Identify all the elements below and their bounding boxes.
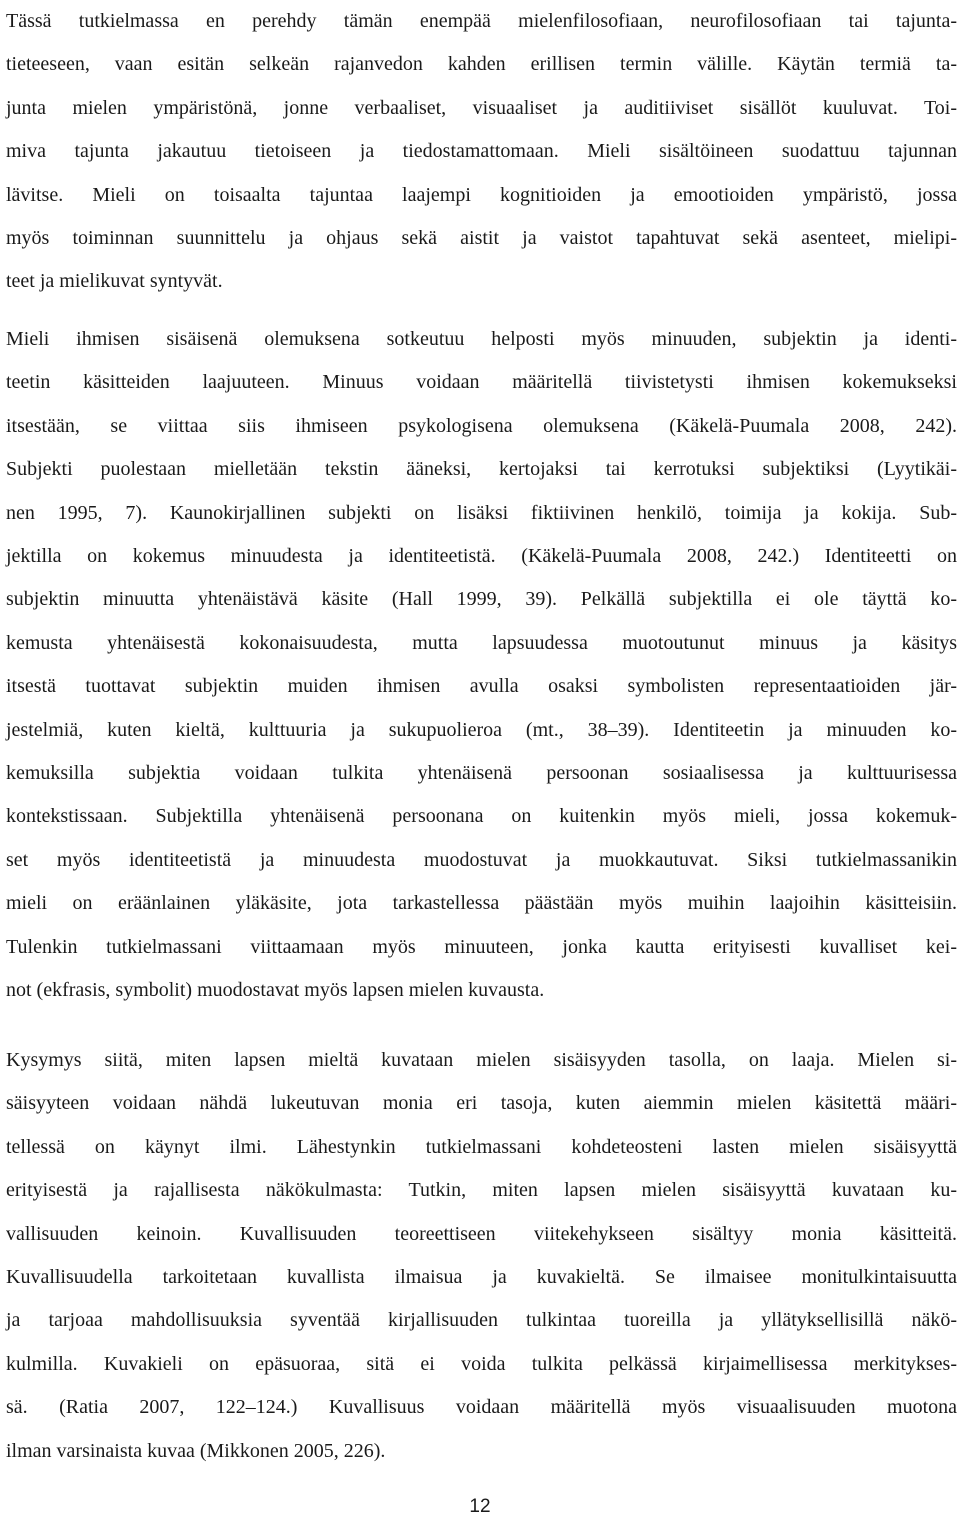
text-line: Kuvallisuudella tarkoitetaan kuvallista ilmaisua ja kuvakieltä. Se ilmaisee monitulkintaisuutta [6,1266,957,1289]
text-line: Subjekti puolestaan mielletään tekstin ääneksi, kertojaksi tai kerrotuksi subjektiksi (Lyytikäi- [6,458,957,481]
text-line: not (ekfrasis, symbolit) muodostavat myös lapsen mielen kuvausta. [6,979,545,1002]
text-line: teet ja mielikuvat syntyvät. [6,270,223,293]
text-line: tieteeseen, vaan esitän selkeän rajanvedon kahden erillisen termin välille. Käytän termiä ta- [6,53,957,76]
text-line: subjektin minuutta yhtenäistävä käsite (Hall 1999, 39). Pelkällä subjektilla ei ole täyttä ko- [6,588,957,611]
text-line: kemuksilla subjektia voidaan tulkita yhtenäisenä persoonan sosiaalisessa ja kulttuurisessa [6,762,957,785]
text-line: vallisuuden keinoin. Kuvallisuuden teoreettiseen viitekehykseen sisältyy monia käsitteitä. [6,1222,957,1245]
paragraph-1 [6,0,957,304]
text-line: myös toiminnan suunnittelu ja ohjaus sekä aistit ja vaistot tapahtuvat sekä asenteet, mielipi- [6,227,957,250]
text-line: lävitse. Mieli on toisaalta tajuntaa laajempi kognitioiden ja emootioiden ympäristö, jossa [6,183,957,206]
text-line: Tässä tutkielmassa en perehdy tämän enempää mielenfilosofiaan, neurofilosofiaan tai tajunta- [6,10,957,32]
text-line: säisyyteen voidaan nähdä lukeutuvan monia eri tasoja, kuten aiemmin mielen käsitettä määri- [6,1092,957,1115]
paragraph-3 [6,1039,957,1473]
text-line: itsestä tuottavat subjektin muiden ihmisen avulla osaksi symbolisten representaatioiden jär- [6,675,957,698]
text-line: jektilla on kokemus minuudesta ja identiteetistä. (Käkelä-Puumala 2008, 242.) Identiteetti on [6,545,957,568]
text-line: kulmilla. Kuvakieli on epäsuoraa, sitä ei voida tulkita pelkässä kirjaimellisessa merkitykses- [6,1352,957,1375]
text-line: nen 1995, 7). Kaunokirjallinen subjekti on lisäksi fiktiivinen henkilö, toimija ja kokija. Sub- [6,501,957,524]
text-line: kemusta yhtenäisestä kokonaisuudesta, mutta lapsuudessa muotoutunut minuus ja käsitys [6,631,957,654]
text-line: tellessä on käynyt ilmi. Lähestynkin tutkielmassani kohdeteosteni lasten mielen sisäisyyttä [6,1135,957,1158]
text-line: mieli on eräänlainen yläkäsite, jota tarkastellessa päästään myös muihin laajoihin käsitteisiin. [6,892,957,915]
text-line: Kysymys siitä, miten lapsen mieltä kuvataan mielen sisäisyyden tasolla, on laaja. Mielen si- [6,1049,957,1071]
text-line: set myös identiteetistä ja minuudesta muodostuvat ja muokkautuvat. Siksi tutkielmassanikin [6,848,957,871]
text-line: teetin käsitteiden laajuuteen. Minuus voidaan määritellä tiivistetysti ihmisen kokemukseksi [6,371,957,394]
paragraph-2 [6,318,957,1013]
text-line: ilman varsinaista kuvaa (Mikkonen 2005, 226). [6,1439,386,1462]
text-line: kontekstissaan. Subjektilla yhtenäisenä persoonana on kuitenkin myös mieli, jossa kokemuk- [6,805,957,828]
text-line: erityisestä ja rajallisesta näkökulmasta: Tutkin, miten lapsen mielen sisäisyyttä kuvataan ku- [6,1179,957,1202]
text-line: Tulenkin tutkielmassani viittaamaan myös minuuteen, jonka kautta erityisesti kuvalliset kei- [6,935,957,958]
text-line: ja tarjoaa mahdollisuuksia syventää kirjallisuuden tulkintaa tuoreilla ja yllätyksellisillä näkö- [6,1309,957,1332]
text-line: itsestään, se viittaa siis ihmiseen psykologisena olemuksena (Käkelä-Puumala 2008, 242). [6,414,957,437]
text-line: Mieli ihmisen sisäisenä olemuksena sotkeutuu helposti myös minuuden, subjektin ja identi- [6,328,957,350]
text-line: miva tajunta jakautuu tietoiseen ja tiedostamattomaan. Mieli sisältöineen suodattuu tajunnan [6,140,957,163]
text-line: sä. (Ratia 2007, 122–124.) Kuvallisuus voidaan määritellä myös visuaalisuuden muotona [6,1396,957,1419]
text-line: junta mielen ympäristönä, jonne verbaaliset, visuaaliset ja auditiiviset sisällöt kuuluvat. Toi- [6,96,957,119]
text-line: jestelmiä, kuten kieltä, kulttuuria ja sukupuolieroa (mt., 38–39). Identiteetin ja minuuden ko- [6,718,957,741]
page-number: 12 [469,1496,491,1517]
